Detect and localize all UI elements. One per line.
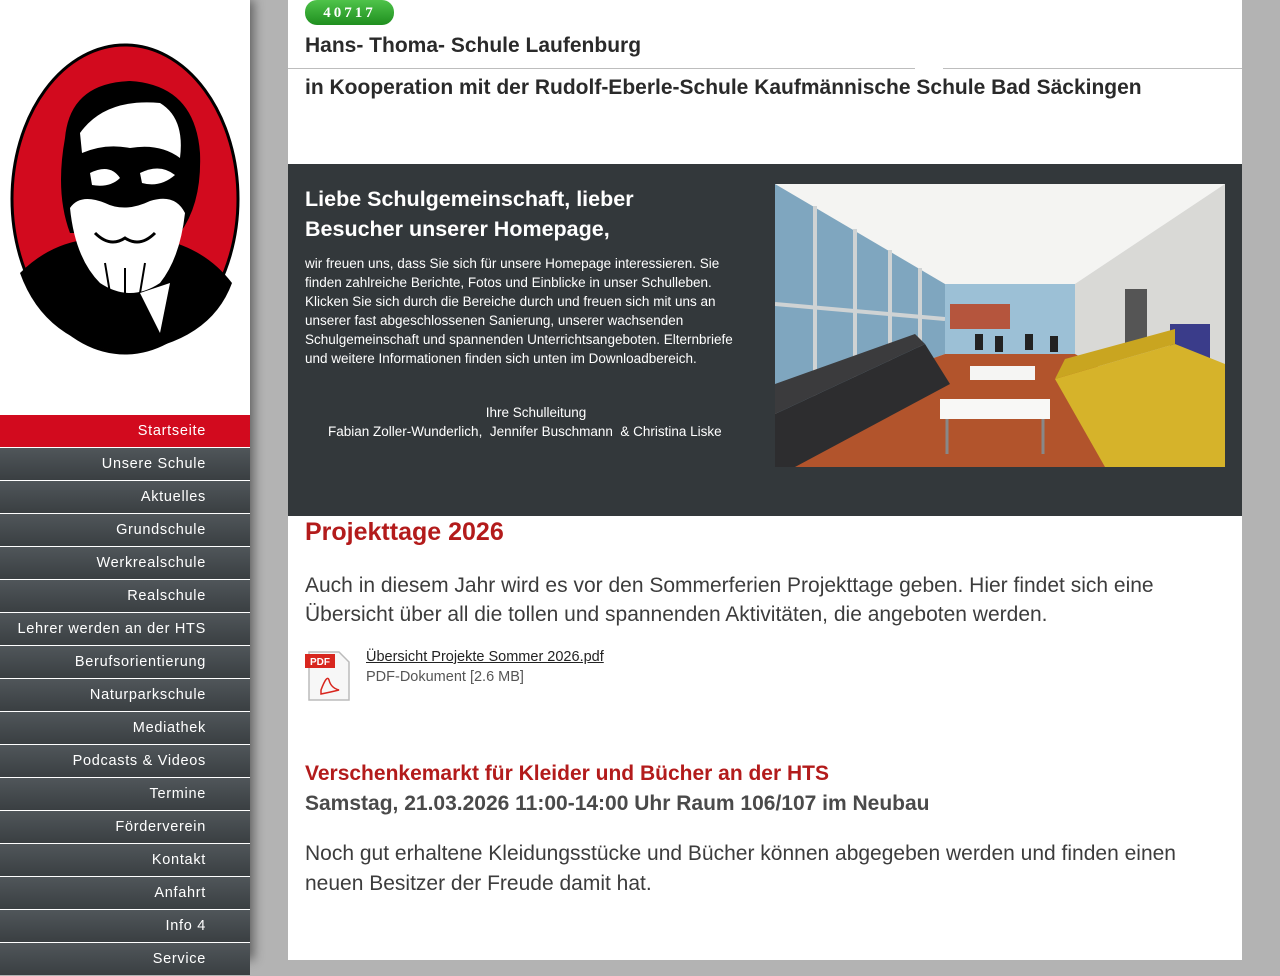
welcome-text: wir freuen uns, dass Sie sich für unsere Homepage interessieren. Sie finden zahlreiche Berichte, Fotos und Einblicke in unser Schulleben. Klicken Sie sich durch die Bereiche durch und freuen sich mit uns an unserer fast abgeschlossenen Sanierung, unserer wachsenden Schulgemeinschaft und spannenden Unterrichtsangeboten. Elternbriefe und weitere Informationen finden sich unten im Downloadbereich. [305, 256, 733, 366]
nav-item-kontakt[interactable]: Kontakt [0, 844, 250, 876]
sidebar [0, 0, 250, 967]
market-title: Verschenkemarkt für Kleider und Bücher an der HTS [305, 762, 829, 785]
nav-item-info-4[interactable]: Info 4 [0, 910, 250, 942]
nav-item-unsere-schule[interactable]: Unsere Schule [0, 448, 250, 480]
header-divider [943, 68, 1242, 69]
nav-item-realschule[interactable]: Realschule [0, 580, 250, 612]
nav-item-aktuelles[interactable]: Aktuelles [0, 481, 250, 513]
project-days-title: Projekttage 2026 [305, 518, 504, 546]
welcome-section [288, 164, 1242, 516]
nav-item-naturparkschule[interactable]: Naturparkschule [0, 679, 250, 711]
nav-item-foerderverein[interactable]: Förderverein [0, 811, 250, 843]
nav-item-berufsorientierung[interactable]: Berufsorientierung [0, 646, 250, 678]
nav-item-podcasts-videos[interactable]: Podcasts & Videos [0, 745, 250, 777]
pdf-download-link[interactable]: Übersicht Projekte Sommer 2026.pdf [366, 649, 604, 665]
main-content [288, 0, 1242, 960]
nav-item-werkrealschule[interactable]: Werkrealschule [0, 547, 250, 579]
visitor-counter-badge: 40717 [305, 0, 394, 25]
cooperation-subtitle: in Kooperation mit der Rudolf-Eberle-Schule Kaufmännische Schule Bad Säckingen [305, 76, 1142, 99]
nav-item-service[interactable]: Service [0, 943, 250, 975]
nav-item-termine[interactable]: Termine [0, 778, 250, 810]
market-text: Noch gut erhaltene Kleidungsstücke und Bücher können abgegeben werden und finden einen neuen Besitzer der Freude damit hat. [305, 842, 1176, 895]
signature-label: Ihre Schulleitung [485, 405, 587, 420]
header-divider [288, 68, 915, 69]
school-name: Hans- Thoma- Schule Laufenburg [305, 34, 642, 57]
project-days-text: Auch in diesem Jahr wird es vor den Sommerferien Projekttage geben. Hier findet sich eine Übersicht über all die tollen und spannenden Aktivitäten, die angeboten werden. [305, 574, 1154, 626]
nav-item-grundschule[interactable]: Grundschule [0, 514, 250, 546]
nav-item-mediathek[interactable]: Mediathek [0, 712, 250, 744]
welcome-title: Liebe Schulgemeinschaft, lieber Besucher unserer Homepage, [305, 187, 634, 241]
pdf-badge-text: PDF [310, 657, 330, 668]
pdf-icon[interactable] [305, 650, 351, 702]
school-logo-portrait[interactable] [10, 43, 242, 359]
signature-names: Fabian Zoller-Wunderlich, Jennifer Buschmann & Christina Liske [328, 424, 722, 439]
nav-item-anfahrt[interactable]: Anfahrt [0, 877, 250, 909]
school-lounge-photo [775, 184, 1225, 467]
main-navigation [0, 415, 250, 976]
market-date: Samstag, 21.03.2026 11:00-14:00 Uhr Raum 106/107 im Neubau [305, 792, 930, 815]
nav-item-startseite[interactable]: Startseite [0, 415, 250, 447]
pdf-file-meta: PDF-Dokument [2.6 MB] [366, 669, 524, 685]
nav-item-lehrer-werden[interactable]: Lehrer werden an der HTS [0, 613, 250, 645]
